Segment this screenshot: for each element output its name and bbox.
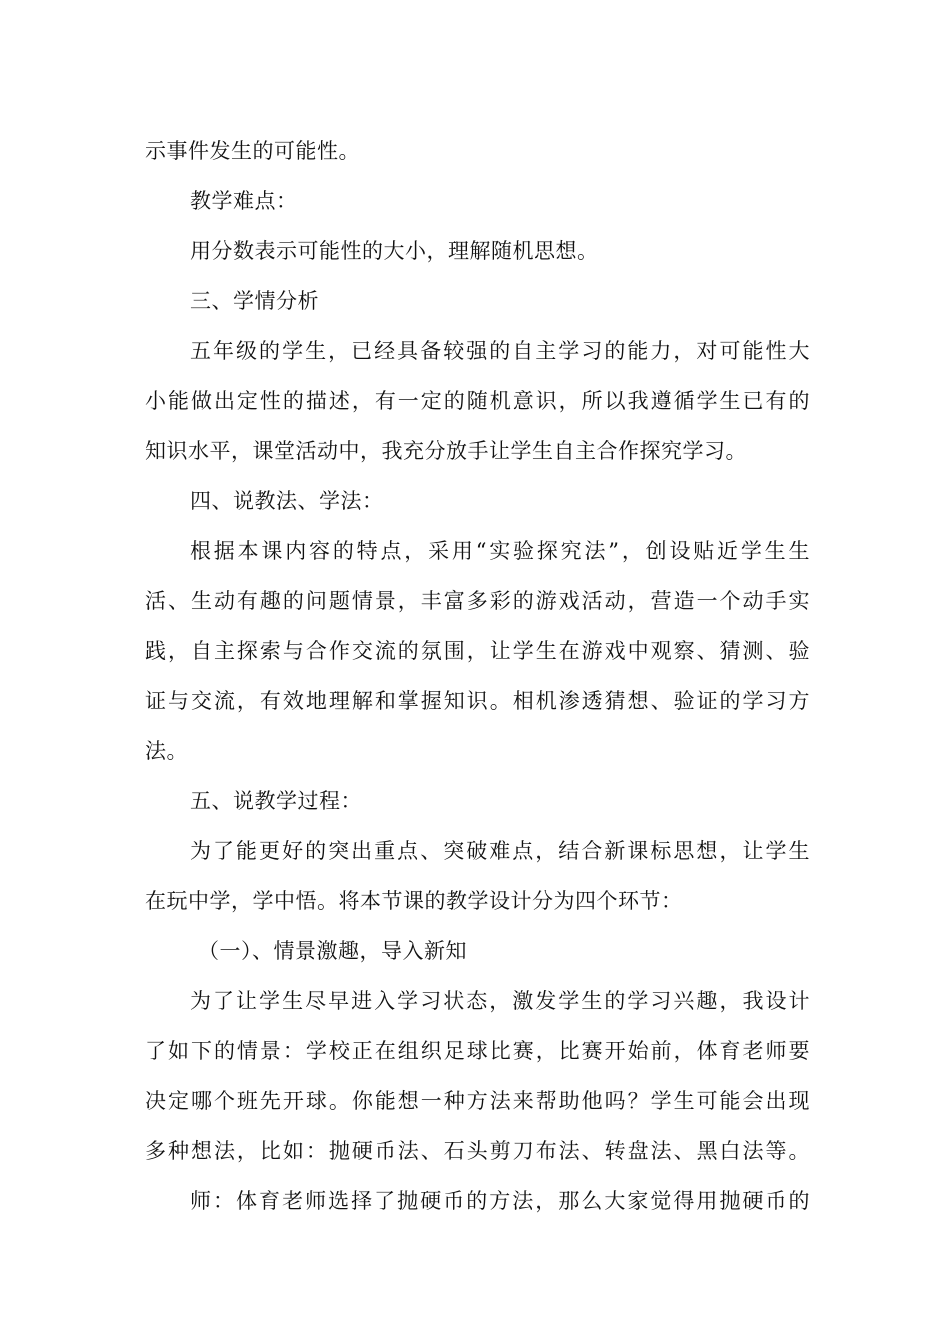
text-line: 五年级的学生，已经具备较强的自主学习的能力，对可能性大 <box>190 339 810 363</box>
text-line: 多种想法，比如：抛硬币法、石头剪刀布法、转盘法、黑白法等。 <box>145 1139 810 1163</box>
section-heading: 四、说教法、学法： <box>190 489 384 513</box>
text-line: 决定哪个班先开球。你能想一种方法来帮助他吗？学生可能会出现 <box>145 1089 810 1113</box>
text-line: 为了让学生尽早进入学习状态，激发学生的学习兴趣，我设计 <box>190 989 810 1013</box>
text-line: 小能做出定性的描述，有一定的随机意识，所以我遵循学生已有的 <box>145 389 810 413</box>
text-line: 了如下的情景：学校正在组织足球比赛，比赛开始前，体育老师要 <box>145 1039 810 1063</box>
text-line: 活、生动有趣的问题情景，丰富多彩的游戏活动，营造一个动手实 <box>145 589 810 613</box>
text-line: 证与交流，有效地理解和掌握知识。相机渗透猜想、验证的学习方 <box>145 689 810 713</box>
section-heading: 教学难点： <box>190 189 298 213</box>
text-line: 在玩中学，学中悟。将本节课的教学设计分为四个环节： <box>145 889 683 913</box>
text-line: 示事件发生的可能性。 <box>145 139 360 163</box>
text-line: 为了能更好的突出重点、突破难点，结合新课标思想，让学生 <box>190 839 810 863</box>
subsection-heading: （一）、情景激趣，导入新知 <box>198 939 467 963</box>
text-line: 践，自主探索与合作交流的氛围，让学生在游戏中观察、猜测、验 <box>145 639 810 663</box>
text-line: 用分数表示可能性的大小，理解随机思想。 <box>190 239 599 263</box>
text-line: 法。 <box>145 739 188 763</box>
section-heading: 五、说教学过程： <box>190 789 362 813</box>
text-line: 师：体育老师选择了抛硬币的方法，那么大家觉得用抛硬币的 <box>190 1189 810 1213</box>
text-line: 根据本课内容的特点，采用“实验探究法”，创设贴近学生生 <box>190 539 810 563</box>
text-line: 知识水平，课堂活动中，我充分放手让学生自主合作探究学习。 <box>145 439 747 463</box>
section-heading: 三、学情分析 <box>190 289 319 313</box>
